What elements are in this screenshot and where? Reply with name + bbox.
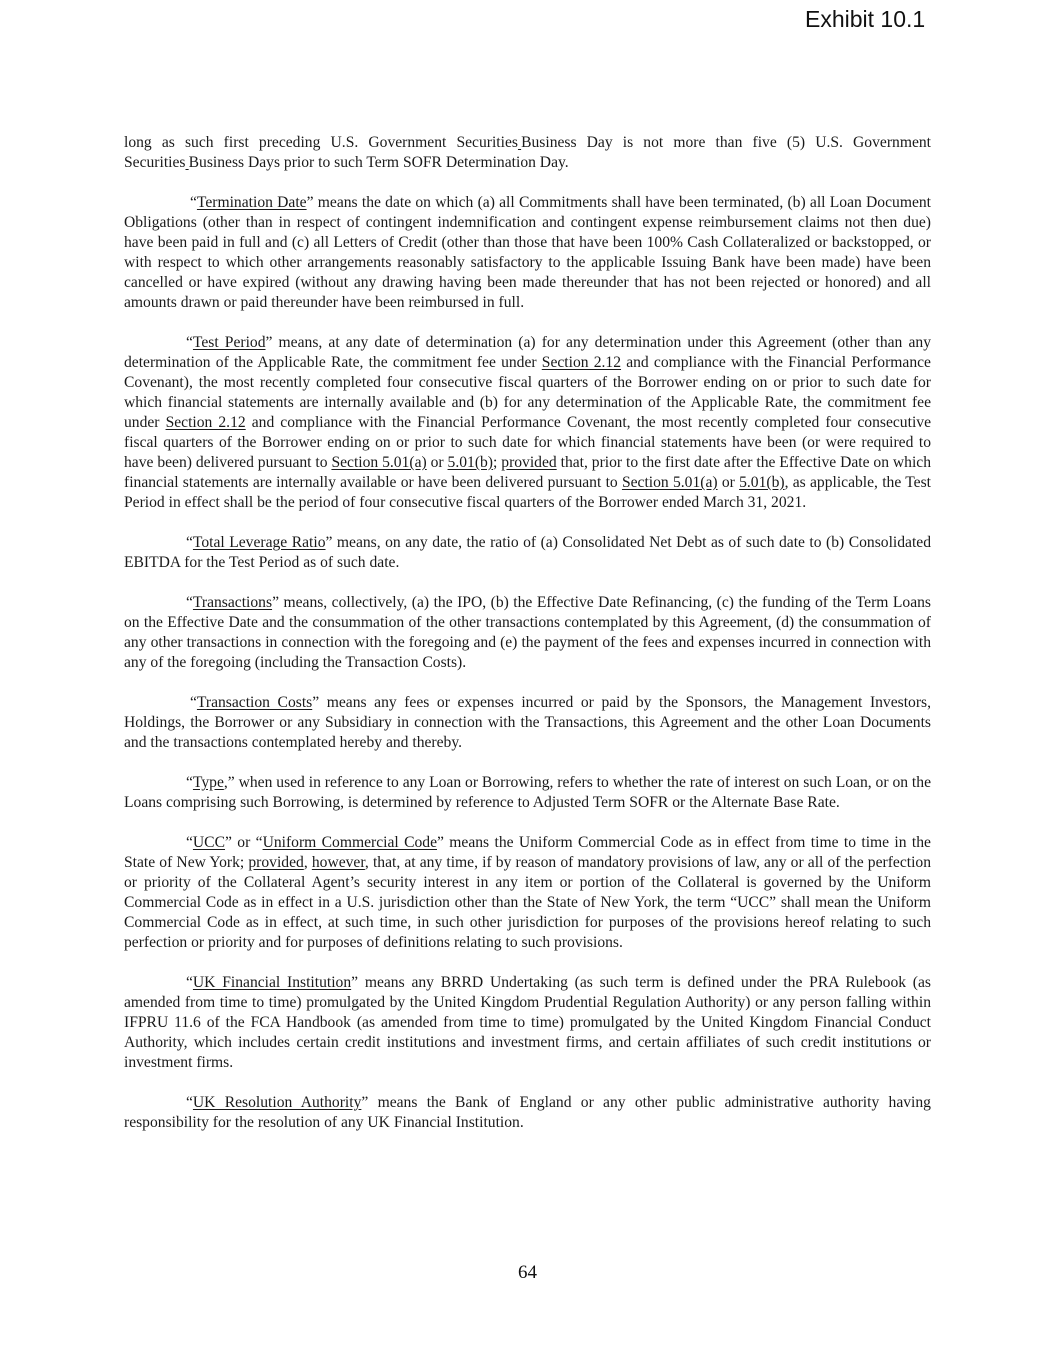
section-reference: Section 2.12 [541, 354, 622, 371]
section-reference: 5.01(b) [739, 474, 785, 491]
defined-term: UK Resolution Authority [192, 1094, 362, 1111]
defined-term: UK Financial Institution [192, 974, 352, 991]
definition-test-period: “Test Period” means, at any date of determination (a) for any determination under this Agreement (other than any determination of the Applicable Rate, the commitment fee under Section 2.12 and compliance with the Financial Performance Covenant), the most recently completed four consecutive fiscal quarters of the Borrower ending on or prior to such date for which financial statements are internally available and (b) for any determination of the Applicable Rate, the commitment fee under Section 2.12 and compliance with the Financial Performance Covenant, the most recently completed four consecutive fiscal quarters of the Borrower ending on or prior to such date for which financial statements have been (or were required to have been) delivered pursuant to Section 5.01(a) or 5.01(b); provided that, prior to the first date after the Effective Date on which financial statements are internally available or have been delivered pursuant to Section 5.01(a) or 5.01(b), as applicable, the Test Period in effect shall be the period of four consecutive fiscal quarters of the Borrower ended March 31, 2021. [124, 334, 932, 511]
section-reference: Section 5.01(a) [621, 474, 718, 491]
defined-term: Test Period [192, 334, 266, 351]
section-reference: 5.01(b) [447, 454, 494, 471]
definition-type: “Type,” when used in reference to any Loan or Borrowing, refers to whether the rate of interest on such Loan, or on the Loans comprising such Borrowing, is determined by reference to Adjusted Term SOFR or the Alternate Base Rate. [124, 774, 931, 811]
definition-total-leverage-ratio: “Total Leverage Ratio” means, on any date, the ratio of (a) Consolidated Net Debt as of such date to (b) Consolidated EBITDA for the Test Period as of such date. [124, 534, 931, 571]
defined-term: Uniform Commercial Code [262, 834, 437, 851]
continuation-paragraph: long as such first preceding U.S. Government Securities Business Day is not more than five (5) U.S. Government Securities Business Days prior to such Term SOFR Determination Day. [124, 134, 931, 171]
definition-uk-resolution-authority: “UK Resolution Authority” means the Bank of England or any other public administrative authority having responsibility for the resolution of any UK Financial Institution. [124, 1094, 931, 1131]
page-number: 64 [518, 1262, 537, 1283]
defined-term: Transactions [192, 594, 273, 611]
definition-transactions: “Transactions” means, collectively, (a) the IPO, (b) the Effective Date Refinancing, (c) the funding of the Term Loans on the Effective Date and the consummation of the other transactions contemplated by this Agreement, (d) the consummation of any other transactions in connection with the foregoing and (e) the payment of the fees and expenses incurred in connection with any of the foregoing (including the Transaction Costs). [124, 594, 931, 671]
defined-term: Total Leverage Ratio [192, 534, 326, 551]
defined-term: Termination Date [196, 194, 307, 211]
provided-term: provided [248, 854, 304, 871]
definition-uk-financial-institution: “UK Financial Institution” means any BRRD Undertaking (as such term is defined under the PRA Rulebook (as amended from time to time) promulgated by the United Kingdom Prudential Regulation Authority) or any person falling within IFPRU 11.6 of the FCA Handbook (as amended from time to time) promulgated by the United Kingdom Financial Conduct Authority, which includes certain credit institutions and investment firms, and certain affiliates of such credit institutions or investment firms. [124, 974, 931, 1071]
defined-term: Transaction Costs [196, 694, 313, 711]
section-reference: Section 5.01(a) [331, 454, 427, 471]
defined-term: UCC [192, 834, 225, 851]
exhibit-label: Exhibit 10.1 [805, 6, 926, 32]
definition-termination-date: “Termination Date” means the date on which (a) all Commitments shall have been terminated, (b) all Loan Document Obligations (other than in respect of contingent indemnification and contingent expense reimbursement claims not then due) have been paid in full and (c) all Letters of Credit (other than those that have been 100% Cash Collateralized or backstopped, or with respect to which other arrangements reasonably satisfactory to the applicable Issuing Bank have been made) have been cancelled or have expired (without any drawing having been made thereunder that has not been rejected or honored) and all amounts drawn or paid thereunder have been reimbursed in full. [124, 194, 931, 311]
defined-term: Type [192, 774, 224, 791]
document-body [124, 133, 931, 1153]
however-term: however [311, 854, 365, 871]
definition-transaction-costs: “Transaction Costs” means any fees or expenses incurred or paid by the Sponsors, the Management Investors, Holdings, the Borrower or any Subsidiary in connection with the Transactions, this Agreement and the other Loan Documents and the transactions contemplated hereby and thereby. [124, 694, 932, 751]
section-reference: Section 2.12 [165, 414, 246, 431]
definition-ucc: “UCC” or “Uniform Commercial Code” means the Uniform Commercial Code as in effect from time to time in the State of New York; provided, however, that, at any time, if by reason of mandatory provisions of law, any or all of the perfection or priority of the Collateral Agent’s security interest in any item or portion of the Collateral is governed by the Uniform Commercial Code as in effect in a U.S. jurisdiction other than the State of New York, the term “UCC” shall mean the Uniform Commercial Code as in effect, at such time, in such other jurisdiction for purposes of the provisions hereof relating to such perfection or priority and for purposes of definitions relating to such provisions. [124, 834, 931, 951]
provided-term: provided [501, 454, 557, 471]
